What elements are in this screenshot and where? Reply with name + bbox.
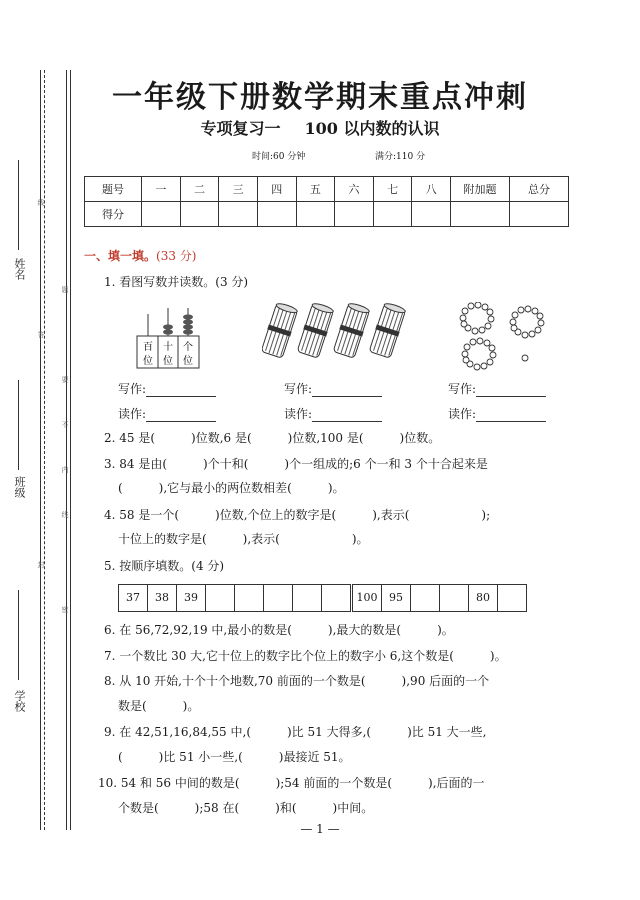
name-label: 姓名 [13, 258, 26, 280]
question-8-line2: 数是( )。 [118, 699, 200, 713]
answer-write-3[interactable]: 写作: [448, 380, 546, 397]
sequence-cell: 100 [353, 585, 382, 611]
sequence-blank[interactable] [411, 585, 440, 611]
subtitle-left: 专项复习一 [200, 119, 281, 138]
score-cell[interactable] [510, 202, 569, 227]
subtitle-right: 100 以内数的认识 [304, 119, 440, 138]
score-cell[interactable] [373, 202, 412, 227]
section-heading [84, 247, 196, 264]
margin-hint: 线 [61, 511, 69, 519]
score-table-score-row [85, 202, 569, 227]
score-header-cell: 八 [412, 177, 451, 202]
score-cell[interactable] [335, 202, 374, 227]
abacus-label: 十 [163, 342, 173, 353]
sequence-blank[interactable] [322, 585, 350, 611]
question-7: 7. 一个数比 30 大,它十位上的数字比个位上的数字小 6,这个数是( )。 [104, 649, 507, 663]
sequence-cell: 37 [119, 585, 148, 611]
sequence-cell: 95 [382, 585, 411, 611]
score-header-cell: 四 [257, 177, 296, 202]
margin-hint: 答 [37, 331, 45, 339]
sequence-cell: 38 [148, 585, 177, 611]
question-4-line2: 十位上的数字是( ),表示( )。 [118, 532, 369, 546]
stick-bundles-image [262, 302, 412, 362]
margin-hint: 内 [61, 466, 69, 474]
margin-hint: 密 [61, 606, 69, 614]
abacus-label: 位 [163, 356, 173, 367]
question-3-line2: ( ),它与最小的两位数相差( )。 [118, 481, 345, 495]
sequence-blank[interactable] [264, 585, 293, 611]
score-table-header-row [85, 177, 569, 202]
score-header-cell: 总分 [510, 177, 569, 202]
abacus-label: 百 [143, 342, 153, 353]
sequence-cell: 39 [177, 585, 206, 611]
score-header-cell: 七 [373, 177, 412, 202]
answer-read-1[interactable]: 读作: [118, 405, 216, 422]
sequence-blank[interactable] [293, 585, 322, 611]
stick-bundle-icon [262, 302, 299, 359]
sequence-row-1 [118, 584, 351, 612]
answer-read-2[interactable]: 读作: [284, 405, 382, 422]
exam-time: 时间:60 分钟 [252, 152, 306, 162]
answer-write-2[interactable]: 写作: [284, 380, 382, 397]
abacus-image [136, 300, 206, 372]
score-header-cell: 二 [180, 177, 219, 202]
answer-read-3[interactable]: 读作: [448, 405, 546, 422]
abacus-label: 位 [183, 356, 193, 367]
question-1: 1. 看图写数并读数。(3 分) [104, 275, 249, 289]
abacus-label: 个 [183, 342, 193, 353]
question-5: 5. 按顺序填数。(4 分) [104, 559, 225, 573]
score-header-cell: 一 [142, 177, 181, 202]
margin-hint: 线 [37, 199, 45, 207]
sequence-cell: 80 [469, 585, 498, 611]
score-header-cell: 附加题 [451, 177, 510, 202]
question-10-line2: 个数是( );58 在( )和( )中间。 [118, 801, 374, 815]
sequence-blank[interactable] [498, 585, 526, 611]
section-score: (33 分) [156, 249, 197, 263]
margin-line [70, 70, 71, 830]
margin-hint: 封 [37, 561, 45, 569]
question-9-line2: ( )比 51 小一些,( )最接近 51。 [118, 750, 351, 764]
page-number: — 1 — [300, 822, 340, 836]
score-cell[interactable] [412, 202, 451, 227]
bead-ring-icon [460, 302, 494, 334]
question-9-line1: 9. 在 42,51,16,84,55 中,( )比 51 大得多,( )比 51 大一些, [104, 725, 487, 739]
score-table [84, 176, 569, 227]
score-header-cell: 三 [219, 177, 258, 202]
margin-line [66, 70, 67, 830]
bead-rings-image [455, 302, 555, 374]
page-title: 一年级下册数学期末重点冲刺 [112, 80, 528, 115]
sequence-row-2 [352, 584, 527, 612]
score-cell[interactable] [451, 202, 510, 227]
score-cell[interactable] [257, 202, 296, 227]
score-cell[interactable] [296, 202, 335, 227]
score-header-cell: 五 [296, 177, 335, 202]
exam-full-score: 满分:110 分 [375, 152, 426, 162]
score-row-label: 得分 [85, 202, 142, 227]
class-underline [18, 380, 19, 470]
answer-write-1[interactable]: 写作: [118, 380, 216, 397]
section-label: 一、填一填。 [84, 249, 157, 263]
school-label: 学校 [13, 690, 26, 712]
question-6: 6. 在 56,72,92,19 中,最小的数是( ),最大的数是( )。 [104, 623, 454, 637]
school-underline [18, 590, 19, 680]
question-8-line1: 8. 从 10 开始,十个十个地数,70 前面的一个数是( ),90 后面的一个 [104, 674, 490, 688]
question-4-line1: 4. 58 是一个( )位数,个位上的数字是( ),表示( ); [104, 508, 491, 522]
sequence-blank[interactable] [440, 585, 469, 611]
score-header-cell: 六 [335, 177, 374, 202]
bead-ring-icon [462, 338, 496, 370]
sequence-blank[interactable] [235, 585, 264, 611]
single-bead-icon [522, 355, 528, 361]
score-cell[interactable] [180, 202, 219, 227]
page-subtitle [0, 116, 640, 139]
score-header-cell: 题号 [85, 177, 142, 202]
sequence-blank[interactable] [206, 585, 235, 611]
margin-hint: 题 [61, 286, 69, 294]
score-cell[interactable] [219, 202, 258, 227]
score-cell[interactable] [142, 202, 181, 227]
abacus-label: 位 [143, 356, 153, 367]
question-3-line1: 3. 84 是由( )个十和( )个一组成的;6 个一和 3 个十合起来是 [104, 457, 488, 471]
margin-line [40, 70, 41, 830]
class-label: 班级 [13, 476, 26, 498]
bead-ring-icon [510, 306, 544, 338]
name-underline [18, 160, 19, 250]
margin-dashed-line [44, 70, 45, 830]
question-10-line1: 10. 54 和 56 中间的数是( );54 前面的一个数是( ),后面的一 [98, 776, 485, 790]
margin-hint: 要 [61, 376, 69, 384]
margin-hint: 不 [61, 421, 69, 429]
question-2: 2. 45 是( )位数,6 是( )位数,100 是( )位数。 [104, 431, 441, 445]
